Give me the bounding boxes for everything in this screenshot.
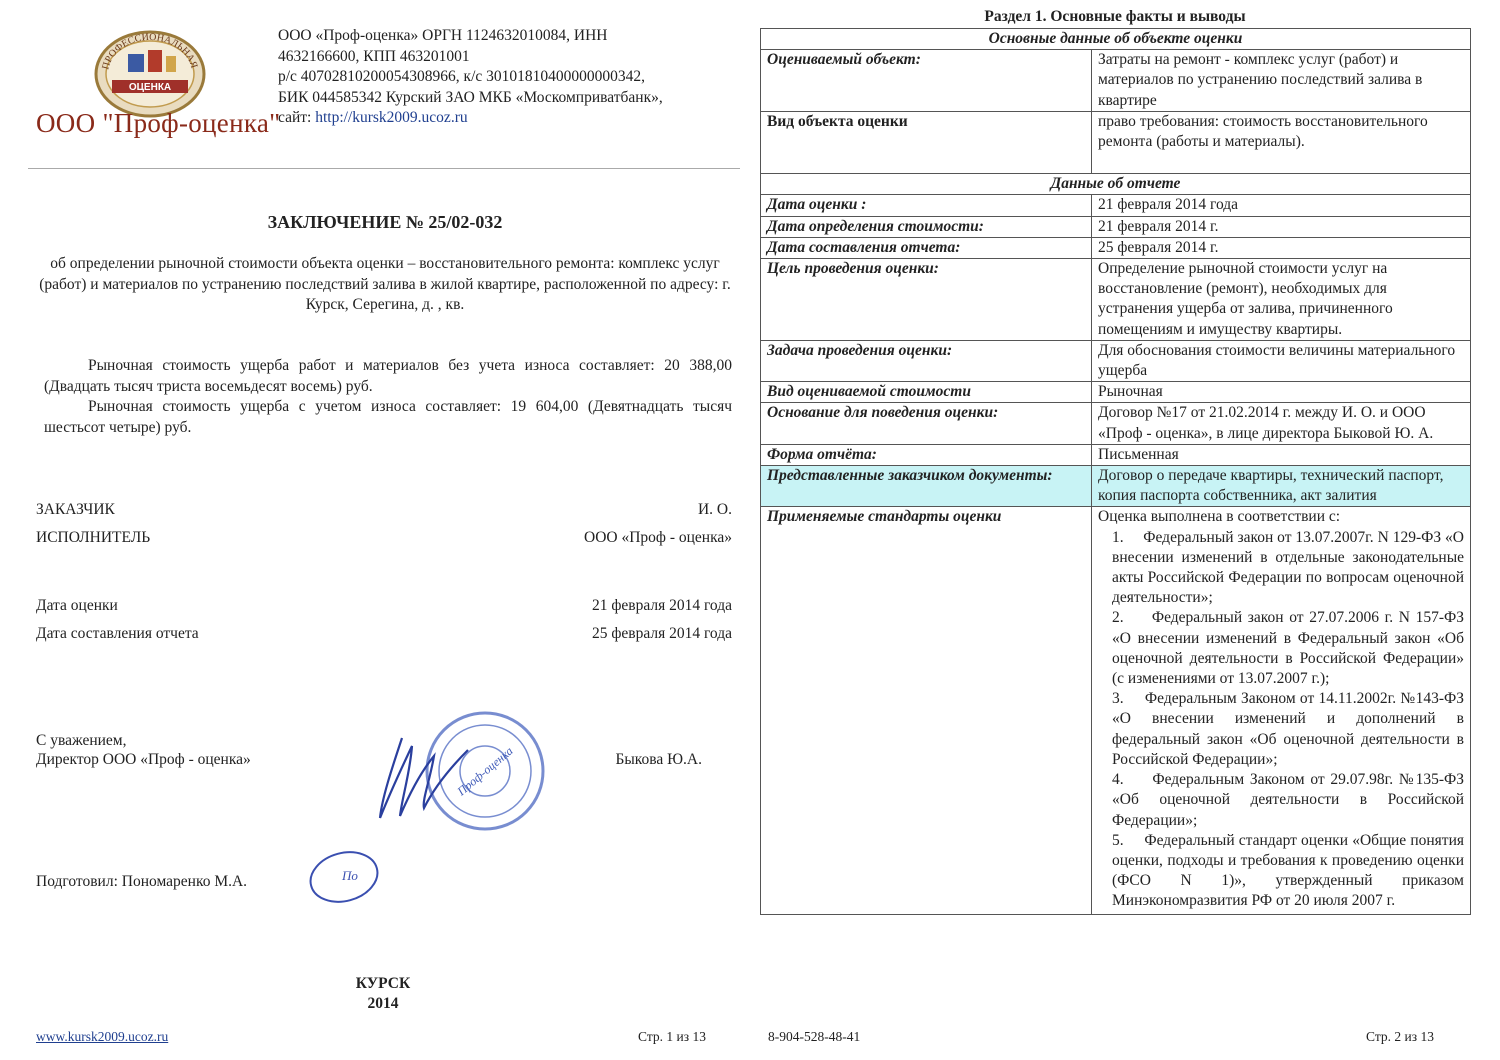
report-date-value-r: 25 февраля 2014 г. xyxy=(1092,237,1471,258)
footer-phone: 8-904-528-48-41 xyxy=(768,1029,861,1044)
table-row xyxy=(761,50,1471,112)
table-row xyxy=(761,382,1471,403)
customer-value: И. О. xyxy=(697,501,732,518)
valuation-result xyxy=(44,356,732,438)
table-header-row xyxy=(761,174,1471,195)
object-type-label: Вид объекта оценки xyxy=(761,112,1092,174)
logo-band-text: ОЦЕНКА xyxy=(128,82,172,93)
footer-page-left: Стр. 1 из 13 xyxy=(638,1029,706,1044)
facts-table xyxy=(760,28,1471,915)
value-without-wear: Рыночная стоимость ущерба работ и материалов без учета износа составляет: 20 388,00 (Двадцать тысяч триста восемьдесят восемь) руб. xyxy=(44,357,732,395)
value-date-label: Дата определения стоимости: xyxy=(761,216,1092,237)
footer-page-right: Стр. 2 из 13 xyxy=(1366,1029,1434,1044)
director-signature xyxy=(372,728,492,828)
header-report: Данные об отчете xyxy=(761,174,1471,195)
company-requisites xyxy=(278,26,738,129)
document-title: ЗАКЛЮЧЕНИЕ № 25/02-032 xyxy=(267,212,503,232)
preparer-initials xyxy=(302,842,402,912)
requisites-line-3: р/с 40702810200054308966, к/с 30101810400000000342, xyxy=(278,68,646,85)
table-row xyxy=(761,340,1471,381)
requisites-line-2: 4632166600, КПП 463201001 xyxy=(278,47,470,65)
standards-label: Применяемые стандарты оценки xyxy=(761,507,1092,914)
value-with-wear: Рыночная стоимость ущерба с учетом износа составляет: 19 604,00 (Девятнадцать тысяч шестьсот четыре) руб. xyxy=(44,398,732,436)
standard-item: 3. Федеральным Законом от 14.11.2002г. №143-ФЗ «О внесении изменений и дополнений в федеральный закон «Об оценочной деятельности в Российской Федерации»; xyxy=(1112,690,1464,768)
goal-label: Цель проведения оценки: xyxy=(761,259,1092,341)
header-object: Основные данные об объекте оценки xyxy=(761,29,1471,50)
report-date-label: Дата составления отчета xyxy=(36,625,199,642)
executor-label: ИСПОЛНИТЕЛЬ xyxy=(36,529,151,546)
report-date-value: 25 февраля 2014 года xyxy=(591,625,732,642)
document-subtitle: об определении рыночной стоимости объекта оценки – восстановительного ремонта: комплекс услуг (работ) и материалов по устранению последствий залива в жилой квартире, расположенной по адресу: г. Курск, Серегина, д. , кв. xyxy=(39,255,731,313)
initials-text: По xyxy=(342,868,358,883)
site-label: сайт: xyxy=(278,109,316,126)
table-row xyxy=(761,216,1471,237)
table-row xyxy=(761,507,1471,914)
director-label: Директор ООО «Проф - оценка» xyxy=(36,751,251,768)
table-row xyxy=(761,403,1471,444)
table-row xyxy=(761,195,1471,216)
standards-list xyxy=(1098,528,1464,912)
value-date-value: 21 февраля 2014 г. xyxy=(1092,216,1471,237)
table-header-row xyxy=(761,29,1471,50)
table-row-highlighted xyxy=(761,466,1471,507)
executor-row xyxy=(36,529,732,547)
eval-date-value-r: 21 февраля 2014 года xyxy=(1092,195,1471,216)
basis-label: Основание для поведения оценки: xyxy=(761,403,1092,444)
report-date-row xyxy=(36,625,732,643)
requisites-line-1: ООО «Проф-оценка» ОРГН 1124632010084, ИНН xyxy=(278,27,608,44)
table-row xyxy=(761,259,1471,341)
city-year xyxy=(330,974,436,1014)
requisites-line-4: БИК 044585342 Курский ЗАО МКБ «Москомприватбанк», xyxy=(278,88,663,106)
logo-arc-text: ПРОФЕССИОНАЛЬНАЯ xyxy=(100,31,200,71)
company-name: ООО "Проф-оценка" xyxy=(36,108,281,138)
docs-label: Представленные заказчиком документы: xyxy=(761,466,1092,507)
standard-item: 1. Федеральный закон от 13.07.2007г. N 129-ФЗ «О внесении изменений в отдельные законодательные акты Российской Федерации по вопросам оценочной деятельности»; xyxy=(1112,528,1464,607)
form-label: Форма отчёта: xyxy=(761,444,1092,465)
site-link[interactable]: http://kursk2009.ucoz.ru xyxy=(315,109,468,126)
docs-value: Договор о передаче квартиры, технический паспорт, копия паспорта собственника, акт залития xyxy=(1092,466,1471,507)
eval-date-label-r: Дата оценки : xyxy=(761,195,1092,216)
eval-date-value: 21 февраля 2014 года xyxy=(591,597,732,614)
director-name: Быкова Ю.А. xyxy=(615,751,702,768)
year: 2014 xyxy=(367,995,399,1012)
object-type-value: право требования: стоимость восстановительного ремонта (работы и материалы). xyxy=(1092,112,1471,174)
customer-row xyxy=(36,501,732,519)
requisites-site xyxy=(278,108,738,129)
standard-item: 2. Федеральный закон от 27.07.2006 г. N 157-ФЗ «О внесении изменений в Федеральный закон «Об оценочной деятельности в Российской Федерации» (с изменениями от 13.07.2007 г.); xyxy=(1112,609,1464,688)
executor-value: ООО «Проф - оценка» xyxy=(584,529,732,546)
table-row xyxy=(761,237,1471,258)
report-date-label-r: Дата составления отчета: xyxy=(761,237,1092,258)
header-divider xyxy=(28,168,740,169)
eval-date-row xyxy=(36,597,732,615)
standard-item: 5. Федеральный стандарт оценки «Общие понятия оценки, подходы и требования к проведению оценки (ФСО N 1)», утвержденный приказом Минэкономразвития РФ от 20 июля 2007 г. xyxy=(1112,831,1464,910)
task-value: Для обоснования стоимости величины материального ущерба xyxy=(1092,340,1471,381)
task-label: Задача проведения оценки: xyxy=(761,340,1092,381)
standards-cell xyxy=(1092,507,1471,914)
eval-date-label: Дата оценки xyxy=(36,597,118,614)
city: КУРСК xyxy=(355,975,411,992)
prepared-by: Подготовил: Пономаренко М.А. xyxy=(36,873,248,890)
section-title: Раздел 1. Основные факты и выводы xyxy=(984,8,1246,25)
regards: С уважением, xyxy=(36,732,127,749)
value-type-label: Вид оцениваемой стоимости xyxy=(761,382,1092,403)
object-label: Оцениваемый объект: xyxy=(761,50,1092,112)
basis-value: Договор №17 от 21.02.2014 г. между И. О. и ООО «Проф - оценка», в лице директора Быковой Ю. А. xyxy=(1092,403,1471,444)
object-value: Затраты на ремонт - комплекс услуг (работ) и материалов по устранению последствий залива в квартире xyxy=(1092,50,1471,112)
table-row xyxy=(761,444,1471,465)
form-value: Письменная xyxy=(1092,444,1471,465)
footer-url-link[interactable]: www.kursk2009.ucoz.ru xyxy=(36,1029,169,1044)
stamp-text: Проф-оценка xyxy=(454,743,516,799)
standard-item: 4. Федеральным Законом от 29.07.98г. №135-ФЗ «Об оценочной деятельности в Российской Федерации»; xyxy=(1112,771,1464,829)
value-type-value: Рыночная xyxy=(1092,382,1471,403)
standards-intro: Оценка выполнена в соответствии с: xyxy=(1098,508,1341,526)
customer-label: ЗАКАЗЧИК xyxy=(36,501,115,518)
table-row xyxy=(761,112,1471,174)
goal-value: Определение рыночной стоимости услуг на восстановление (ремонт), необходимых для устранения ущерба от залива, причиненного помещениям и имуществу квартиры. xyxy=(1092,259,1471,341)
